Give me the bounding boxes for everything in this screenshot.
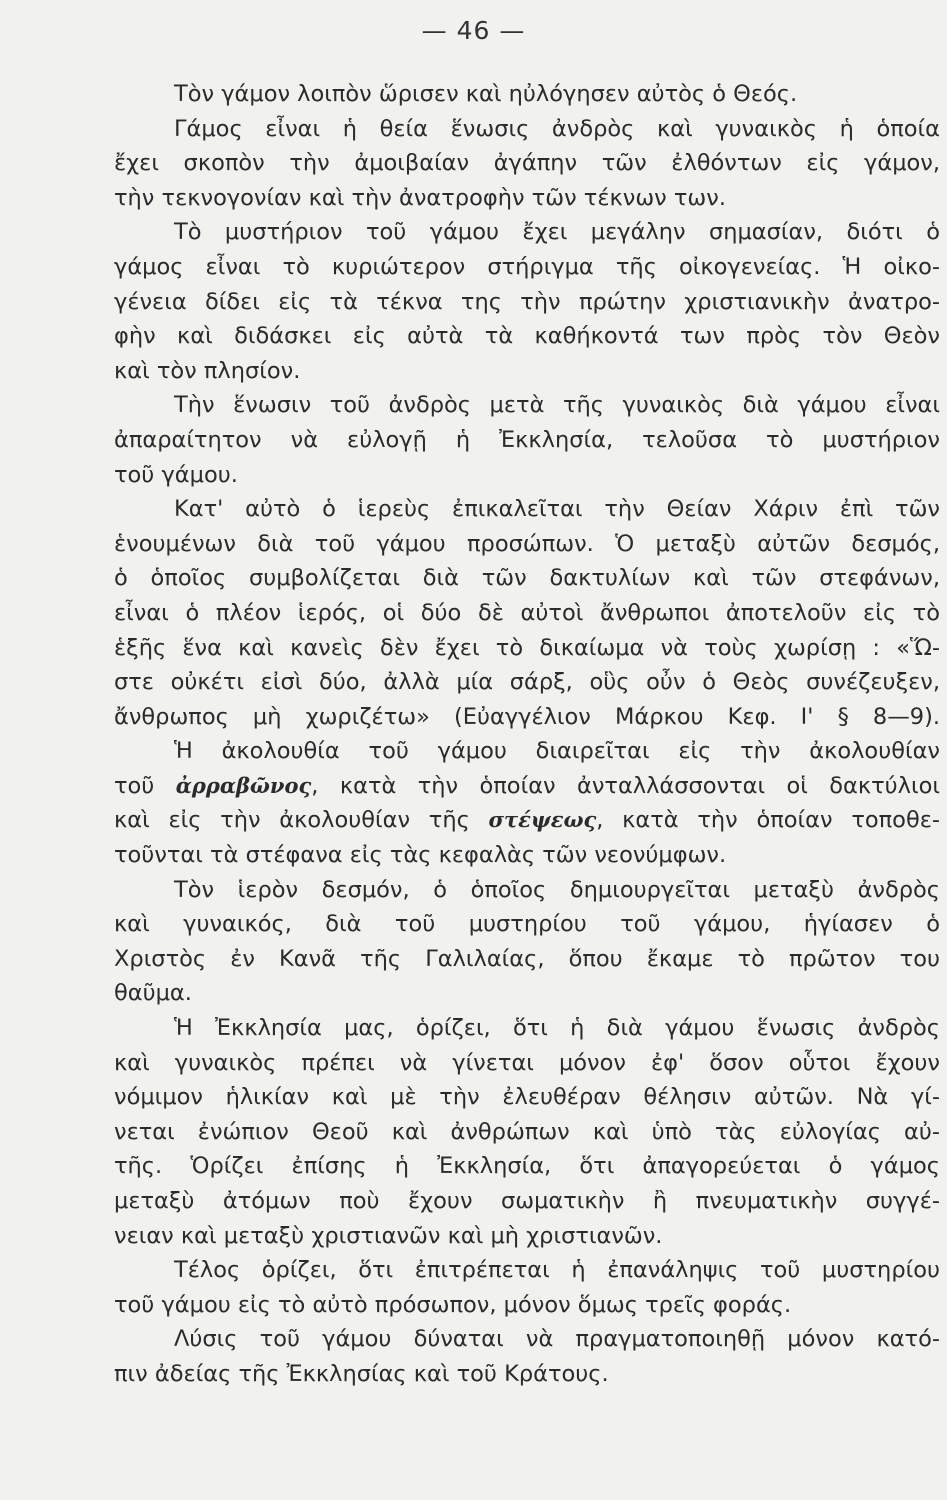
text-line: Γάμος εἶναι ἡ θεία ἕνωσις ἀνδρὸς καὶ γυναικὸς ἡ ὁποία (174, 115, 940, 142)
text-line: Ἡ Ἐκκλησία μας, ὁρίζει, ὅτι ἡ διὰ γάμου ἕνωσις ἀνδρὸς (174, 1015, 940, 1042)
text-line: ἔχει σκοπὸν τὴν ἀμοιβαίαν ἀγάπην τῶν ἐλθόντων εἰς γάμον, (114, 150, 940, 177)
text-line: Κατ' αὐτὸ ὁ ἱερεὺς ἐπικαλεῖται τὴν Θείαν Χάριν ἐπὶ τῶν (174, 496, 940, 523)
text-line: καὶ τὸν πλησίον. (114, 357, 301, 384)
text-line: στε οὐκέτι εἰσὶ δύο, ἀλλὰ μία σάρξ, οὓς οὖν ὁ Θεὸς συνέζευξεν, (114, 669, 940, 696)
text-run: καὶ εἰς τὴν ἀκολουθίαν τῆς (114, 807, 489, 834)
text-line: πιν ἀδείας τῆς Ἐκκλησίας καὶ τοῦ Κράτους. (114, 1360, 609, 1387)
text-line: μεταξὺ ἀτόμων ποὺ ἔχουν σωματικὴν ἢ πνευματικὴν συγγέ- (114, 1188, 940, 1214)
text-line: νειαν καὶ μεταξὺ χριστιανῶν καὶ μὴ χριστιανῶν. (114, 1222, 663, 1249)
text-line: εἶναι ὁ πλέον ἱερός, οἱ δύο δὲ αὐτοὶ ἄνθρωποι ἀποτελοῦν εἰς τὸ (114, 599, 940, 626)
text-line: καὶ γυναικὸς πρέπει νὰ γίνεται μόνον ἐφ' ὅσον οὗτοι ἔχουν (114, 1049, 940, 1076)
text-line: ἑξῆς ἕνα καὶ κανεὶς δὲν ἔχει τὸ δικαίωμα νὰ τοὺς χωρίσῃ : «Ὥ- (114, 634, 940, 661)
text-line: τὴν τεκνογονίαν καὶ τὴν ἀνατροφὴν τῶν τέκνων των. (114, 184, 726, 211)
text-line: γάμος εἶναι τὸ κυριώτερον στήριγμα τῆς οἰκογενείας. Ἡ οἰκο- (114, 253, 940, 280)
text-line: Λύσις τοῦ γάμου δύναται νὰ πραγματοποιηθῇ μόνον κατό- (174, 1326, 940, 1353)
text-line: Χριστὸς ἐν Κανᾶ τῆς Γαλιλαίας, ὅπου ἔκαμε τὸ πρῶτον του (114, 945, 940, 972)
text-line (114, 769, 940, 804)
emphasized-term: στέψεως (488, 807, 597, 833)
text-line: θαῦμα. (114, 980, 192, 1007)
text-line: ὁ ὁποῖος συμβολίζεται διὰ τῶν δακτυλίων καὶ τῶν στεφάνων, (114, 565, 940, 592)
text-line: καὶ γυναικός, διὰ τοῦ μυστηρίου τοῦ γάμου, ἡγίασεν ὁ (114, 911, 940, 938)
text-line: νόμιμον ἡλικίαν καὶ μὲ τὴν ἐλευθέραν θέλησιν αὐτῶν. Νὰ γί- (114, 1084, 940, 1111)
text-run: , κατὰ τὴν ὁποίαν τοποθε- (596, 807, 940, 834)
text-line: τοῦνται τὰ στέφανα εἰς τὰς κεφαλὰς τῶν νεονύμφων. (114, 842, 727, 869)
text-line: Τὸν γάμον λοιπὸν ὥρισεν καὶ ηὐλόγησεν αὐτὸς ὁ Θεός. (174, 81, 798, 107)
emphasized-term: ἀρραβῶνος (175, 772, 312, 798)
text-run: , κατὰ τὴν ὁποίαν ἀνταλλάσσονται οἱ δακτύλιοι (311, 772, 940, 799)
text-line: τοῦ γάμου. (114, 461, 238, 488)
page-number: — 46 — (421, 16, 526, 45)
text-line: γένεια δίδει εἰς τὰ τέκνα της τὴν πρώτην χριστιανικὴν ἀνατρο- (114, 288, 940, 315)
text-line: Ἡ ἀκολουθία τοῦ γάμου διαιρεῖται εἰς τὴν ἀκολουθίαν (174, 738, 940, 765)
text-line: ἑνουμένων διὰ τοῦ γάμου προσώπων. Ὁ μεταξὺ αὐτῶν δεσμός, (114, 530, 940, 557)
text-line: τῆς. Ὁρίζει ἐπίσης ἡ Ἐκκλησία, ὅτι ἀπαγορεύεται ὁ γάμος (114, 1153, 940, 1180)
text-line: Τὴν ἕνωσιν τοῦ ἀνδρὸς μετὰ τῆς γυναικὸς διὰ γάμου εἶναι (174, 392, 940, 419)
body-text (114, 77, 940, 1392)
text-run: τοῦ (114, 772, 176, 799)
text-line: Τὸ μυστήριον τοῦ γάμου ἔχει μεγάλην σημασίαν, διότι ὁ (174, 219, 940, 246)
text-line: τοῦ γάμου εἰς τὸ αὐτὸ πρόσωπον, μόνον ὅμως τρεῖς φοράς. (114, 1291, 792, 1318)
text-line: Τὸν ἱερὸν δεσμόν, ὁ ὁποῖος δημιουργεῖται μεταξὺ ἀνδρὸς (174, 876, 940, 903)
text-line: Τέλος ὁρίζει, ὅτι ἐπιτρέπεται ἡ ἐπανάληψις τοῦ μυστηρίου (174, 1257, 940, 1284)
text-line: ἀπαραίτητον νὰ εὐλογῇ ἡ Ἐκκλησία, τελοῦσα τὸ μυστήριον (114, 426, 940, 453)
text-line: νεται ἐνώπιον Θεοῦ καὶ ἀνθρώπων καὶ ὑπὸ τὰς εὐλογίας αὐ- (114, 1118, 940, 1145)
text-line (114, 803, 940, 838)
text-line: φὴν καὶ διδάσκει εἰς αὐτὰ τὰ καθήκοντά των πρὸς τὸν Θεὸν (114, 323, 940, 350)
text-line: ἄνθρωπος μὴ χωριζέτω» (Εὐαγγέλιον Μάρκου Κεφ. Ι' § 8—9). (114, 703, 940, 730)
